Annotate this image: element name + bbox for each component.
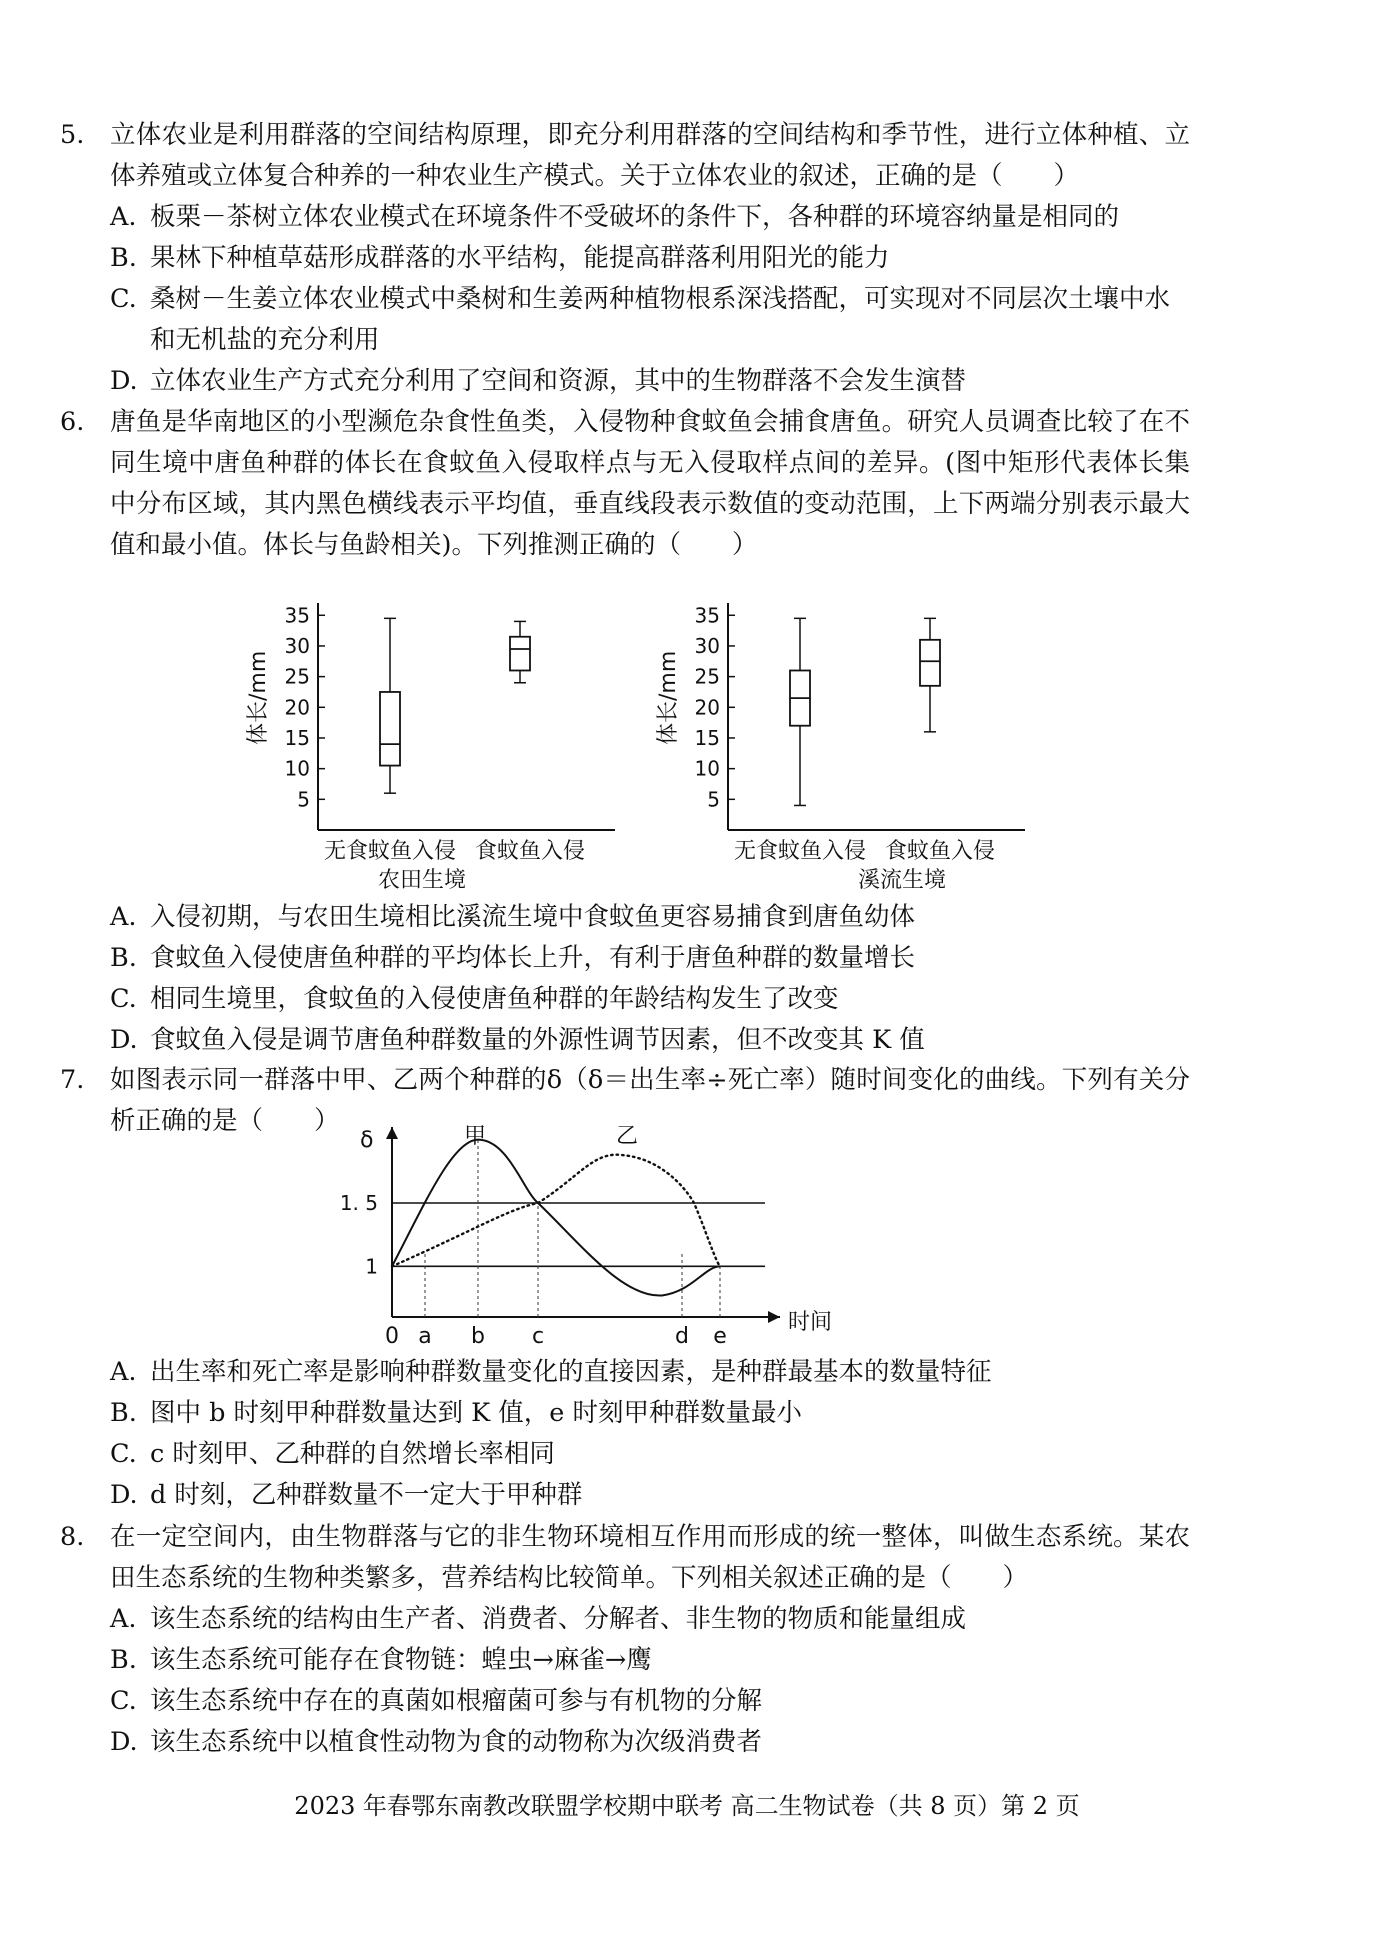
- box: [920, 640, 940, 686]
- box: [380, 692, 400, 766]
- option-label: B.: [110, 1645, 137, 1675]
- option-b: [110, 1640, 1190, 1681]
- y-tick-label: 30: [694, 633, 720, 658]
- option-text: 桑树－生姜立体农业模式中桑树和生姜两种植物根系深浅搭配，可实现对不同层次土壤中水和无机盐的充分利用: [150, 284, 1171, 355]
- question-number: 8.: [60, 1522, 85, 1552]
- option-label: D.: [110, 366, 138, 396]
- series-label-jia: 甲: [464, 1124, 487, 1149]
- option-text: 出生率和死亡率是影响种群数量变化的直接因素，是种群最基本的数量特征: [150, 1357, 992, 1387]
- x-category-label: 食蚊鱼入侵: [884, 839, 996, 864]
- y-tick-label: 20: [694, 695, 720, 720]
- box: [510, 637, 530, 671]
- option-b: [110, 238, 1190, 279]
- option-c: [110, 979, 1190, 1020]
- delta-curve-chart: [320, 1115, 860, 1350]
- x-tick-label: a: [418, 1324, 432, 1349]
- boxplot-stream: [650, 585, 1030, 893]
- y-tick-label: 1: [365, 1254, 378, 1279]
- question-stem: 立体农业是利用群落的空间结构原理，即充分利用群落的空间结构和季节性，进行立体种植、立体养殖或立体复合种养的一种农业生产模式。关于立体农业的叙述，正确的是（ ）: [110, 120, 1190, 191]
- option-text: 板栗－茶树立体农业模式在环境条件不受破坏的条件下，各种群的环境容纳量是相同的: [150, 202, 1120, 232]
- x-axis-arrow: [768, 1311, 780, 1323]
- x-tick-label: 0: [385, 1324, 399, 1349]
- option-b: [110, 1393, 1190, 1434]
- option-label: C.: [110, 284, 137, 314]
- option-c: [110, 279, 1190, 361]
- option-label: B.: [110, 243, 137, 273]
- y-axis-label: 体长/mm: [656, 650, 681, 745]
- y-tick-label: 5: [297, 787, 310, 812]
- question-stem: 在一定空间内，由生物群落与它的非生物环境相互作用而形成的统一整体，叫做生态系统。某农田生态系统的生物种类繁多，营养结构比较简单。下列相关叙述正确的是（ ）: [110, 1522, 1190, 1593]
- chart-title: 农田生境: [378, 868, 467, 893]
- x-tick-label: d: [675, 1324, 689, 1349]
- option-label: C.: [110, 984, 137, 1014]
- y-tick-label: 1. 5: [339, 1191, 378, 1215]
- option-label: C.: [110, 1686, 137, 1716]
- option-d: [110, 1722, 1190, 1763]
- option-a: [110, 197, 1190, 238]
- y-tick-label: 35: [284, 603, 310, 628]
- series-line-jia: [392, 1140, 720, 1296]
- question-8: [60, 1517, 1190, 1763]
- x-category-label: 无食蚊鱼入侵: [323, 839, 457, 864]
- chart-title: 溪流生境: [858, 868, 947, 893]
- series-label-yi: 乙: [616, 1124, 639, 1149]
- option-text: 立体农业生产方式充分利用了空间和资源，其中的生物群落不会发生演替: [150, 366, 967, 396]
- option-a: [110, 1352, 1190, 1393]
- x-category-label: 食蚊鱼入侵: [474, 839, 586, 864]
- question-7-options: [60, 1352, 1190, 1516]
- option-d: [110, 1020, 1190, 1061]
- option-a: [110, 897, 1190, 938]
- option-c: [110, 1681, 1190, 1722]
- y-tick-label: 35: [694, 603, 720, 628]
- y-tick-label: 30: [284, 633, 310, 658]
- option-label: A.: [110, 202, 137, 232]
- y-tick-label: 15: [284, 725, 310, 750]
- option-label: B.: [110, 1398, 137, 1428]
- option-text: 食蚊鱼入侵是调节唐鱼种群数量的外源性调节因素，但不改变其 K 值: [150, 1025, 925, 1055]
- question-number: 6.: [60, 407, 85, 437]
- y-tick-label: 25: [284, 664, 310, 689]
- y-tick-label: 20: [284, 695, 310, 720]
- series-line-yi: [392, 1155, 720, 1267]
- option-label: C.: [110, 1439, 137, 1469]
- y-tick-label: 10: [284, 756, 310, 781]
- option-text: 该生态系统的结构由生产者、消费者、分解者、非生物的物质和能量组成: [150, 1604, 967, 1634]
- option-text: 果林下种植草菇形成群落的水平结构，能提高群落利用阳光的能力: [150, 243, 890, 273]
- x-tick-label: b: [471, 1324, 485, 1349]
- x-tick-label: c: [531, 1324, 545, 1349]
- delta-curve-svg: [320, 1115, 860, 1350]
- option-text: 入侵初期，与农田生境相比溪流生境中食蚊鱼更容易捕食到唐鱼幼体: [150, 902, 916, 932]
- option-label: D.: [110, 1025, 138, 1055]
- question-5: [60, 115, 1190, 402]
- option-a: [110, 1599, 1190, 1640]
- option-label: A.: [110, 1604, 137, 1634]
- x-tick-label: e: [713, 1324, 727, 1349]
- question-stem: 如图表示同一群落中甲、乙两个种群的δ（δ＝出生率÷死亡率）随时间变化的曲线。下列有关分析正确的是（ ）: [110, 1065, 1190, 1136]
- option-d: [110, 1475, 1190, 1516]
- option-label: D.: [110, 1727, 138, 1757]
- x-category-label: 无食蚊鱼入侵: [733, 839, 867, 864]
- option-label: A.: [110, 902, 137, 932]
- y-axis-label: δ: [360, 1128, 374, 1153]
- option-c: [110, 1434, 1190, 1475]
- question-number: 7.: [60, 1065, 85, 1095]
- option-text: 该生态系统可能存在食物链：蝗虫→麻雀→鹰: [150, 1645, 652, 1675]
- question-6: [60, 402, 1190, 566]
- y-tick-label: 5: [707, 787, 720, 812]
- y-tick-label: 25: [694, 664, 720, 689]
- option-text: d 时刻，乙种群数量不一定大于甲种群: [150, 1480, 583, 1510]
- option-label: D.: [110, 1480, 138, 1510]
- boxplot-farmland: [240, 585, 620, 893]
- y-tick-label: 10: [694, 756, 720, 781]
- y-axis-arrow: [386, 1127, 398, 1139]
- boxplot-farmland-svg: [240, 585, 620, 875]
- page-footer: 2023 年春鄂东南教改联盟学校期中联考 高二生物试卷（共 8 页）第 2 页: [294, 1792, 1080, 1820]
- x-axis-label: 时间: [788, 1310, 833, 1335]
- option-text: 该生态系统中以植食性动物为食的动物称为次级消费者: [150, 1727, 763, 1757]
- y-tick-label: 15: [694, 725, 720, 750]
- question-number: 5.: [60, 120, 85, 150]
- option-text: 相同生境里，食蚊鱼的入侵使唐鱼种群的年龄结构发生了改变: [150, 984, 839, 1014]
- option-d: [110, 361, 1190, 402]
- question-6-options: [60, 897, 1190, 1061]
- option-label: B.: [110, 943, 137, 973]
- option-text: c 时刻甲、乙种群的自然增长率相同: [150, 1439, 555, 1469]
- option-text: 图中 b 时刻甲种群数量达到 K 值，e 时刻甲种群数量最小: [150, 1398, 802, 1428]
- option-b: [110, 938, 1190, 979]
- option-text: 该生态系统中存在的真菌如根瘤菌可参与有机物的分解: [150, 1686, 763, 1716]
- option-text: 食蚊鱼入侵使唐鱼种群的平均体长上升，有利于唐鱼种群的数量增长: [150, 943, 916, 973]
- question-stem: 唐鱼是华南地区的小型濒危杂食性鱼类，入侵物种食蚊鱼会捕食唐鱼。研究人员调查比较了在不同生境中唐鱼种群的体长在食蚊鱼入侵取样点与无入侵取样点间的差异。(图中矩形代表体长集中分布区域，其内黑色横线表示平均值，垂直线段表示数值的变动范围，上下两端分别表示最大值和最小值。体长与鱼龄相关)。下列推测正确的（ ）: [110, 407, 1190, 560]
- option-label: A.: [110, 1357, 137, 1387]
- y-axis-label: 体长/mm: [246, 650, 271, 745]
- boxplot-stream-svg: [650, 585, 1030, 875]
